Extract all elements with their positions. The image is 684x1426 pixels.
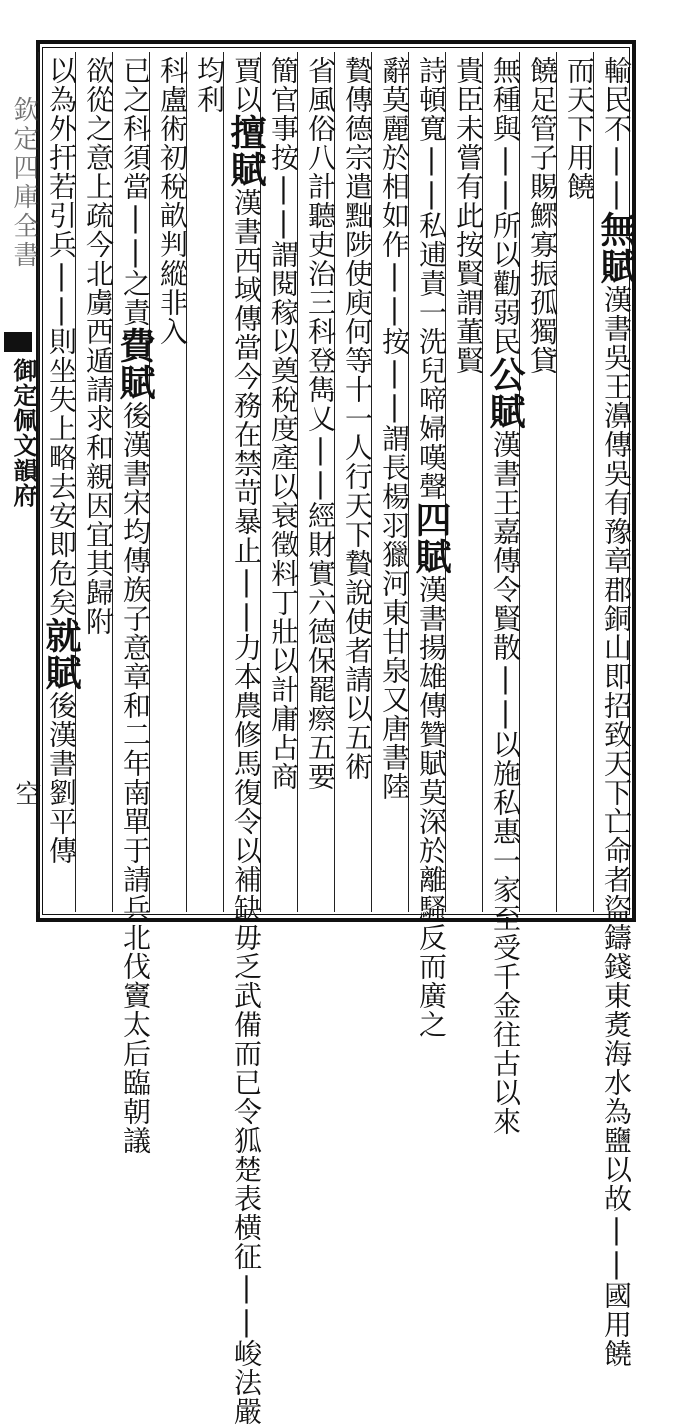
column-text [226, 56, 266, 1426]
column-text [152, 56, 192, 346]
column-text [263, 56, 303, 791]
column-text [522, 56, 562, 375]
column-lead-text: 科盧術初稅畝判縱非入 [156, 56, 189, 346]
entry-heading: 公賦 [484, 356, 526, 430]
column-text [485, 56, 525, 1136]
column-lead-text: 辭莫麗於相如作||按||謂長楊羽獵河東甘泉又唐書陸 [378, 56, 411, 801]
margin-gutter [0, 40, 41, 922]
entry-text: 漢書揚雄傳贊賦莫深於離騷反而廣之 [415, 575, 448, 1039]
text-column [223, 52, 267, 1426]
column-text [337, 56, 377, 781]
column-lead-text: 已之科須當||之責 [119, 56, 152, 327]
section-title: 御定佩文韻府 [9, 358, 38, 508]
entry-heading: 就賦 [40, 617, 82, 691]
column-lead-text: 輸民不|| [600, 56, 633, 211]
column-text [559, 56, 599, 201]
entry-heading: 無賦 [595, 211, 637, 285]
column-text [189, 56, 229, 114]
column-lead-text: 詩頓寬||私逋責一洗兒啼婦嘆聲 [415, 56, 448, 501]
column-text [596, 56, 636, 1368]
entry-text: 漢書西域傳當今務在禁苛暴止||力本農修馬復令以補缺毋乏武備而已令狐楚表横征||峻法嚴 [230, 188, 263, 1426]
entry-heading: 四賦 [410, 501, 452, 575]
column-text [41, 56, 81, 865]
column-lead-text: 賈以 [230, 56, 263, 114]
entry-text: 漢書吳王濞傳吳有豫章郡銅山即招致天下亡命者盜鑄錢東煑海水為鹽以故||國用饒 [600, 285, 633, 1368]
column-lead-text: 饒足管子賜鰥寡振孤獨貸 [526, 56, 559, 375]
column-text [411, 56, 451, 1039]
fishtail-mark [4, 332, 32, 352]
column-lead-text: 贄傳德宗遣黜陟使庾何等十一人行天下贄說使者請以五術 [341, 56, 374, 781]
column-text [300, 56, 340, 791]
book-title: 欽定四庫全書 [9, 96, 39, 270]
column-lead-text: 無種與||所以勸弱民 [489, 56, 522, 356]
entry-text: 漢書王嘉傳令賢散||以施私惠一家至受千金往古以來 [489, 430, 522, 1136]
entry-text: 後漢書宋均傳族子意章和二年南單于請兵北伐竇太后臨朝議 [119, 401, 152, 1155]
column-lead-text: 省風俗八計聽吏治三科登雋乂||經財實六德保罷瘵五要 [304, 56, 337, 791]
entry-heading: 擅賦 [225, 114, 267, 188]
entry-text: 後漢書劉平傳 [45, 691, 78, 865]
text-column [38, 52, 82, 912]
entry-heading: 費賦 [114, 327, 156, 401]
column-text [115, 56, 155, 1155]
column-text [78, 56, 118, 636]
column-lead-text: 簡官事按||謂閱稼以奠稅度產以衰徵料丁壯以計庸占商 [267, 56, 300, 791]
page-number: 空 [11, 780, 41, 806]
column-text [374, 56, 414, 801]
column-lead-text: 以為外扞若引兵||則坐失上略去安即危矣 [45, 56, 78, 617]
column-text [448, 56, 488, 375]
column-lead-text: 貴臣未嘗有此按賢謂董賢 [452, 56, 485, 375]
column-lead-text: 欲從之意上疏今北虜西遁請求和親因宜其歸附 [82, 56, 115, 636]
column-lead-text: 而天下用饒 [563, 56, 596, 201]
column-lead-text: 均利 [193, 56, 226, 114]
